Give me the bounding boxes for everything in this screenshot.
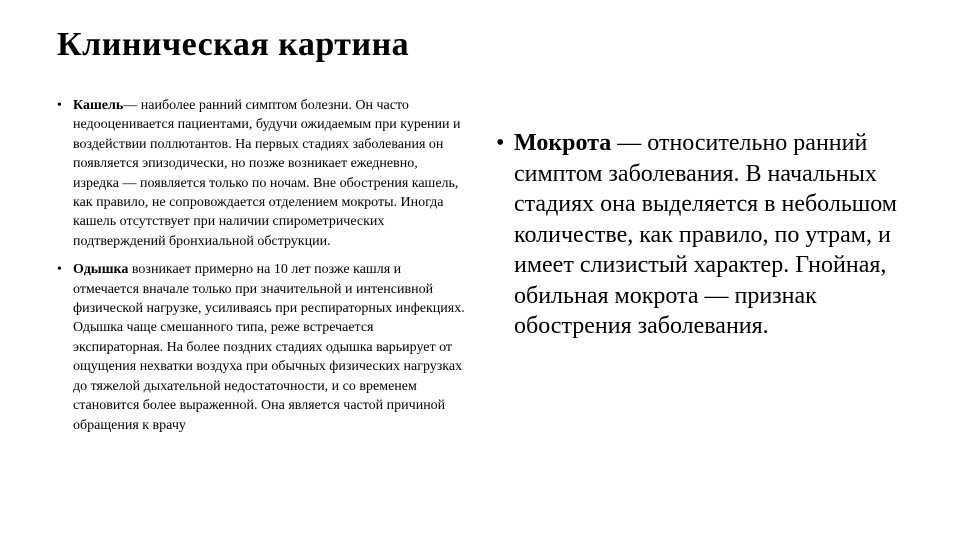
bullet-text-sputum: — относительно ранний симптом заболевания. В начальных стадиях она выделяется в небольшом количестве, как правило, по утрам, и имеет слизистый характер. Гнойная, обильная мокрота — признак обострения заболевания. <box>514 130 897 339</box>
bullet-text-dyspnea: возникает примерно на 10 лет позже кашля и отмечается вначале только при значительной и интенсивной физической нагрузке, усиливаясь при респираторных инфекциях. Одышка чаще смешанного типа, реже встречается экспираторная. На более поздних стадиях одышка варьирует от ощущения нехватки воздуха при обычных физических нагрузках до тяжелой дыхательной недостаточности, и со временем становится более выраженной. Она является частой причиной обращения к врачу <box>73 262 465 433</box>
left-column <box>57 96 467 444</box>
bullet-dot: • <box>496 130 505 156</box>
bullet-term-cough: Кашель <box>73 98 124 113</box>
slide-title: Клиническая картина <box>57 26 410 63</box>
bullet-term-dyspnea: Одышка <box>73 262 129 278</box>
bullet-cough <box>57 96 467 251</box>
right-column <box>496 128 916 342</box>
bullet-text-cough: — наиболее ранний симптом болезни. Он часто недооценивается пациентами, будучи ожидаемым при курении и воздействии поллютантов. На первых стадиях заболевания он появляется эпизодически, но позже возникает ежедневно, изредка — появляется только по ночам. Вне обострения кашель, как правило, не сопровождается отделением мокроты. Иногда кашель отсутствует при наличии спирометрических подтверждений бронхиальной обструкции. <box>73 98 461 249</box>
bullet-dyspnea <box>57 260 467 435</box>
bullet-dot: • <box>57 98 62 113</box>
bullet-sputum <box>496 128 916 342</box>
bullet-dot: • <box>57 262 62 278</box>
bullet-term-sputum: Мокрота <box>514 130 612 156</box>
